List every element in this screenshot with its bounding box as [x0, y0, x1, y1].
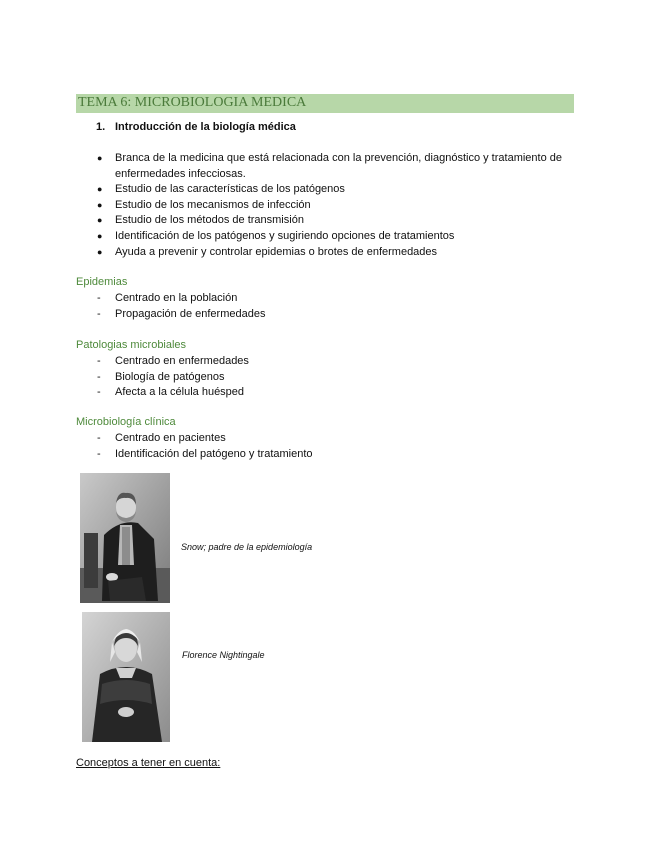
dash-list-patologias	[96, 354, 566, 401]
bullet-icon: ●	[97, 153, 103, 163]
list-item: - Centrado en la población	[96, 291, 566, 307]
bullet-list	[96, 151, 586, 260]
list-item: ● Identificación de los patógenos y sugiriendo opciones de tratamientos	[96, 229, 586, 245]
dash-icon: -	[97, 432, 101, 444]
title-bar	[76, 94, 574, 113]
list-item: ● Ayuda a prevenir y controlar epidemias o brotes de enfermedades	[96, 245, 586, 261]
dash-list-clinica	[96, 431, 566, 462]
heading-text: Introducción de la biología médica	[115, 121, 296, 133]
section-title-epidemias: Epidemias	[76, 276, 128, 288]
snow-photo	[80, 473, 170, 603]
dash-icon: -	[97, 447, 101, 460]
section-heading	[96, 121, 296, 133]
dash-icon: -	[97, 292, 101, 304]
list-item: ● Estudio de las características de los patógenos	[96, 182, 586, 198]
list-item: - Biología de patógenos	[96, 370, 566, 386]
nightingale-caption: Florence Nightingale	[182, 650, 265, 660]
nightingale-photo	[82, 612, 170, 742]
list-item: - Identificación del patógeno y tratamiento	[96, 447, 566, 463]
list-item: - Centrado en pacientes	[96, 431, 566, 447]
bullet-icon: ●	[97, 215, 103, 226]
bullet-icon: ●	[97, 199, 103, 210]
snow-caption: Snow; padre de la epidemiología	[181, 542, 313, 552]
dash-icon: -	[97, 355, 101, 367]
dash-list-epidemias	[96, 291, 566, 322]
page-title: TEMA 6: MICROBIOLOGIA MEDICA	[78, 95, 307, 110]
bullet-icon: ●	[97, 230, 103, 241]
section-title-patologias: Patologias microbiales	[76, 339, 187, 351]
heading-number: 1.	[96, 121, 106, 133]
concepts-heading: Conceptos a tener en cuenta:	[76, 757, 221, 769]
list-item: ● Estudio de los mecanismos de infección	[96, 198, 586, 214]
list-item: ● Branca de la medicina que está relacionada con la prevención, diagnóstico y tratamiento de enfermedades infecciosas.	[97, 152, 562, 180]
bullet-icon: ●	[97, 184, 103, 195]
dash-icon: -	[97, 307, 101, 320]
list-item: - Centrado en enfermedades	[96, 354, 566, 370]
portrait-man-image	[80, 473, 170, 603]
dash-icon: -	[97, 386, 101, 399]
list-item: ● Estudio de los métodos de transmisión	[96, 213, 586, 229]
section-title-clinica: Microbiología clínica	[76, 416, 176, 428]
dash-icon: -	[97, 370, 101, 383]
portrait-woman-image	[82, 612, 170, 742]
list-item: - Afecta a la célula huésped	[96, 385, 566, 401]
bullet-icon: ●	[97, 246, 103, 257]
list-item: - Propagación de enfermedades	[96, 307, 566, 323]
